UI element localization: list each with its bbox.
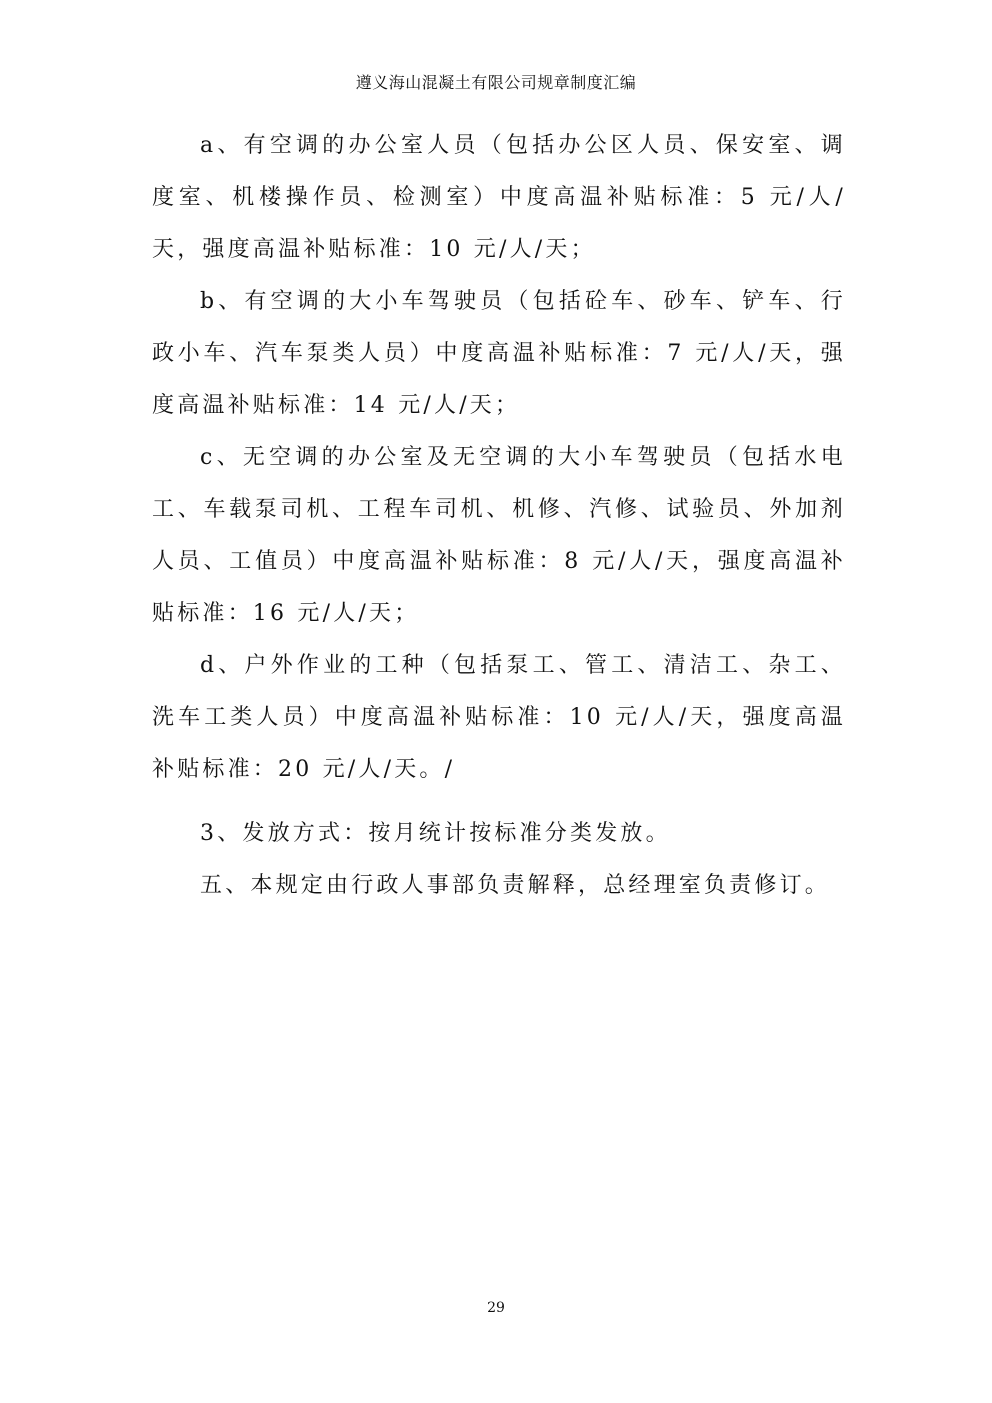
document-body xyxy=(152,120,846,912)
page-header: 遵义海山混凝土有限公司规章制度汇编 xyxy=(355,73,637,92)
paragraph-a-office-staff: a、有空调的办公室人员（包括办公区人员、保安室、调度室、机楼操作员、检测室）中度高温补贴标准：5 元/人/天，强度高温补贴标准：10 元/人/天； xyxy=(152,133,846,262)
paragraph-c-no-ac-staff: c、无空调的办公室及无空调的大小车驾驶员（包括水电工、车载泵司机、工程车司机、机修、汽修、试验员、外加剂人员、工值员）中度高温补贴标准：8 元/人/天，强度高温补贴标准：16 元/人/天； xyxy=(152,445,846,626)
page-number: 29 xyxy=(487,1300,505,1316)
paragraph-b-drivers-with-ac: b、有空调的大小车驾驶员（包括砼车、砂车、铲车、行政小车、汽车泵类人员）中度高温补贴标准：7 元/人/天，强度高温补贴标准：14 元/人/天； xyxy=(152,289,846,418)
paragraph-payment-method: 3、发放方式：按月统计按标准分类发放。 xyxy=(200,821,671,846)
paragraph-gap xyxy=(152,796,846,808)
paragraph-d-outdoor-workers: d、户外作业的工种（包括泵工、管工、清洁工、杂工、洗车工类人员）中度高温补贴标准：10 元/人/天，强度高温补贴标准：20 元/人/天。/ xyxy=(152,653,846,782)
paragraph-interpretation-clause: 五、本规定由行政人事部负责解释，总经理室负责修订。 xyxy=(200,873,831,898)
